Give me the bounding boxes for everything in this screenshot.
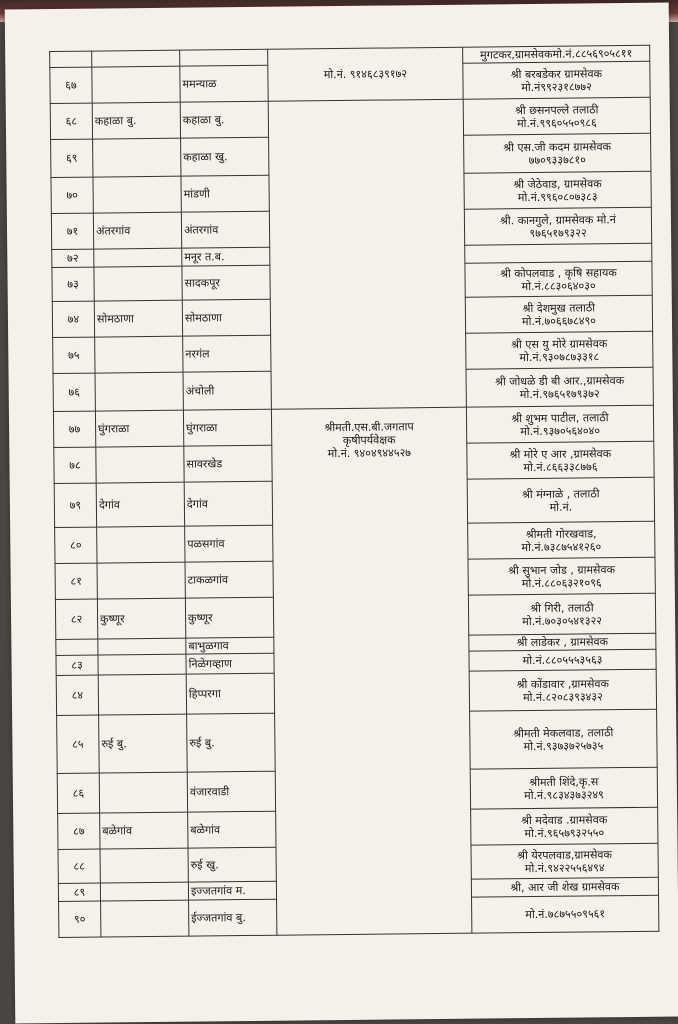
village-name-cell: वंजारवाडी	[187, 771, 275, 812]
village-name-cell: नरगंल	[183, 335, 271, 372]
official-contact-cell	[470, 767, 657, 809]
village-name-cell: मांडणी	[181, 175, 269, 212]
serial-number-cell: ८३	[56, 655, 98, 675]
serial-number-cell: ८२	[55, 599, 97, 639]
village-name-cell: कुष्णूर	[185, 597, 273, 638]
official-contact-text: श्रीमती शिंदे,कृ.स मो.नं.९८३४३७३२४९	[524, 774, 604, 802]
gram-panchayat-cell	[101, 900, 189, 937]
gram-panchayat-cell	[94, 266, 182, 301]
serial-number-cell: ७३	[52, 267, 94, 301]
gram-panchayat-cell	[97, 526, 185, 563]
official-contact-cell	[466, 367, 653, 407]
official-contact-text: श्री जोधळे डी बी आर.,ग्रामसेवक मो.नं.९७६५१७९३७२	[495, 373, 625, 401]
official-contact-text: मो.नं.७८७५५०९५६१	[525, 907, 606, 922]
supervisor-cell	[271, 407, 471, 935]
serial-number-cell	[50, 51, 92, 67]
official-contact-cell	[463, 45, 650, 63]
official-contact-text: श्री कोपलवाड , कृषि सहायक मो.नं.८८३०६४०३०	[500, 265, 617, 293]
village-name-cell: रुई बु.	[187, 713, 276, 772]
gram-panchayat-cell: कहाळा बु.	[92, 102, 180, 139]
official-contact-cell	[463, 61, 650, 99]
village-name-cell: पळसगांव	[185, 525, 273, 562]
serial-number-cell: ७१	[51, 213, 93, 249]
serial-number-cell: ६७	[50, 67, 92, 103]
official-contact-text: मुगटकर,ग्रामसेवकमो.नं.८८५६९०५८११	[480, 46, 633, 62]
serial-number-cell: ७८	[54, 447, 96, 483]
village-name-cell: निळेगव्हाण	[186, 653, 274, 674]
official-contact-cell	[463, 97, 650, 135]
village-name-cell: कहाळा बु.	[180, 101, 268, 138]
official-contact-cell	[467, 477, 654, 523]
official-contact-text: श्री मदेवाड .ग्रामसेवक मो.नं.९६५७९३२५५०	[521, 812, 608, 840]
gram-panchayat-cell	[93, 138, 181, 177]
village-name-cell: सोमठाणा	[182, 299, 270, 336]
gram-panchayat-cell	[96, 446, 184, 483]
gram-panchayat-cell: कुष्णूर	[97, 598, 185, 639]
village-name-cell: हिप्परगा	[186, 673, 274, 714]
serial-number-cell: ७०	[51, 177, 93, 213]
village-name-cell	[180, 49, 268, 66]
official-contact-cell	[465, 261, 652, 297]
serial-number-cell: ८५	[57, 715, 100, 773]
serial-number-cell: ७९	[54, 483, 96, 527]
official-contact-cell	[469, 669, 656, 711]
official-contact-text: श्री गिरी, तलाठी मो.नं.७०३०५४१३२२	[522, 600, 603, 628]
official-contact-cell	[464, 133, 651, 173]
official-contact-text: श्री शुभम पाटील, तलाठी मो.नं.९३७०५६४०४०	[511, 410, 609, 438]
official-contact-text: श्री एस यु मोरे ग्रामसेवक मो.नं.९३०७८७३३१८	[511, 336, 608, 364]
official-contact-cell	[464, 207, 651, 245]
official-contact-text: श्री येरपलवाड,ग्रामसेवक मो.नं.९४२२५५६४९४	[517, 847, 612, 875]
gram-panchayat-cell: अंतरगांव	[93, 212, 181, 249]
gram-panchayat-cell	[98, 654, 186, 675]
village-officials-table	[49, 45, 659, 938]
official-contact-text: श्री एस.जी कदम ग्रामसेवक ७७०९३३७८१०	[503, 139, 612, 167]
document-page	[5, 3, 678, 1024]
village-name-cell: बळेगांव	[188, 811, 276, 848]
village-name-cell: देगांव	[184, 481, 272, 526]
gram-panchayat-cell	[95, 336, 183, 373]
serial-number-cell: ८४	[56, 675, 98, 715]
official-contact-cell	[472, 895, 659, 933]
serial-number-cell	[56, 639, 98, 655]
official-contact-cell	[467, 441, 654, 479]
official-contact-cell	[465, 295, 652, 333]
village-name-cell: टाकळगांव	[185, 561, 273, 598]
official-contact-text: श्रीमती मेकलवाड, तलाठी मो.नं.९३७३७२५७३५	[513, 725, 614, 753]
official-contact-cell	[469, 649, 656, 671]
gram-panchayat-cell: देगांव	[96, 482, 184, 527]
village-name-cell: सावरखेड	[184, 445, 272, 482]
serial-number-cell: ८९	[58, 883, 100, 901]
official-contact-cell	[464, 171, 651, 209]
serial-number-cell: ९०	[59, 901, 101, 937]
village-name-cell: घुंगराळा	[183, 409, 271, 446]
gram-panchayat-cell: बळेगांव	[100, 812, 188, 849]
official-contact-text	[467, 252, 649, 254]
official-contact-cell	[468, 593, 655, 635]
official-contact-cell	[469, 633, 656, 651]
supervisor-contact: श्रीमती.एस.बी.जगताप कृषीपर्यवेक्षक मो.नं. ९४०४९४४५२७	[324, 420, 414, 461]
serial-number-cell: ६८	[50, 103, 92, 139]
official-contact-text: श्री. कानगुले, ग्रामसेवक मो.नं ९७६५१७९३२२	[499, 212, 616, 240]
serial-number-cell: ६९	[51, 139, 93, 177]
official-contact-text: श्री जेठेवाड, ग्रामसेवक मो.नं.९९६०८०७३८३	[513, 176, 602, 204]
serial-number-cell: ७५	[53, 337, 95, 373]
official-contact-cell	[468, 557, 655, 595]
gram-panchayat-cell	[100, 848, 188, 883]
official-contact-text: श्री लाडेकर , ग्रामसेवक	[516, 635, 609, 650]
gram-panchayat-cell	[95, 372, 183, 411]
gram-panchayat-cell	[99, 772, 187, 813]
official-contact-text: श्री छसनपल्ले तलाठी मो.नं.९९६०५५०९८६	[515, 102, 599, 130]
gram-panchayat-cell	[92, 66, 180, 103]
official-contact-cell	[468, 521, 655, 559]
gram-panchayat-cell	[97, 562, 185, 599]
village-name-cell: अंतरगांव	[181, 211, 269, 248]
gram-panchayat-cell	[94, 248, 182, 267]
official-contact-text: श्री सुभान जोड , ग्रामसेवक मो.नं.८८०६३२१०९६	[508, 562, 616, 590]
official-contact-text: श्री, आर जी शेख ग्रामसेवक	[510, 880, 620, 895]
official-contact-text: श्रीमती गोरखवाड, मो.नं.७३८७५४१२६०	[521, 526, 602, 554]
serial-number-cell: ८८	[58, 849, 100, 883]
gram-panchayat-cell	[98, 638, 186, 655]
village-name-cell: ममन्याळ	[180, 65, 268, 102]
village-name-cell: कहाळा खु.	[181, 137, 269, 176]
official-contact-text: श्री कोंडावार ,ग्रामसेवक मो.नं.८२०८३९३४३२	[516, 676, 609, 704]
serial-number-cell: ७६	[53, 373, 95, 411]
gram-panchayat-cell	[98, 674, 186, 715]
village-name-cell: इज्जतगांव म.	[188, 881, 276, 900]
gram-panchayat-cell: घुंगराळा	[95, 410, 183, 447]
village-name-cell: बाभुळगाव	[186, 637, 274, 654]
official-contact-cell	[465, 243, 652, 263]
serial-number-cell: ७७	[53, 411, 95, 447]
serial-number-cell: ७४	[52, 301, 94, 337]
village-name-cell: ईज्जतगांव बु.	[189, 899, 277, 936]
official-contact-cell	[466, 331, 653, 369]
official-contact-text: श्री बरबडेकर ग्रामसेवक मो.नं९९२३१८७७२	[510, 66, 603, 94]
village-name-cell: अंचोली	[183, 371, 271, 410]
village-name-cell: मनूर त.ब.	[182, 247, 270, 266]
official-contact-cell	[471, 843, 658, 879]
official-contact-text: मो.नं.८८०५५५३५६३	[522, 653, 603, 668]
serial-number-cell: ८१	[55, 563, 97, 599]
table-body	[50, 45, 659, 937]
official-contact-text: श्री देशमुख तलाठी मो.नं.७०६६७८४९०	[521, 300, 597, 328]
serial-number-cell: ८०	[55, 527, 97, 563]
official-contact-cell	[471, 877, 658, 897]
village-name-cell: रुई खु.	[188, 847, 276, 882]
official-contact-cell	[471, 807, 658, 845]
gram-panchayat-cell: रुई बु.	[99, 714, 188, 773]
serial-number-cell: ८६	[57, 773, 99, 813]
gram-panchayat-cell	[100, 882, 188, 901]
village-name-cell: सादकपूर	[182, 265, 270, 300]
gram-panchayat-cell	[92, 50, 180, 67]
official-contact-cell	[470, 709, 658, 769]
official-contact-text: श्री मंग्नाळे , तलाठी मो.नं.	[522, 486, 600, 514]
serial-number-cell: ७२	[52, 249, 94, 267]
official-contact-text: श्री मोरे ए आर ,ग्रामसेवक मो.नं.८६६३३८७७६	[509, 446, 612, 474]
gram-panchayat-cell	[93, 176, 181, 213]
contact-cell: मो.नं. ९१४६८३९१७२	[268, 47, 464, 101]
official-contact-cell	[466, 405, 653, 443]
gram-panchayat-cell: सोमठाणा	[94, 300, 182, 337]
blank-supervisor-cell	[268, 99, 466, 409]
serial-number-cell: ८७	[58, 813, 100, 849]
